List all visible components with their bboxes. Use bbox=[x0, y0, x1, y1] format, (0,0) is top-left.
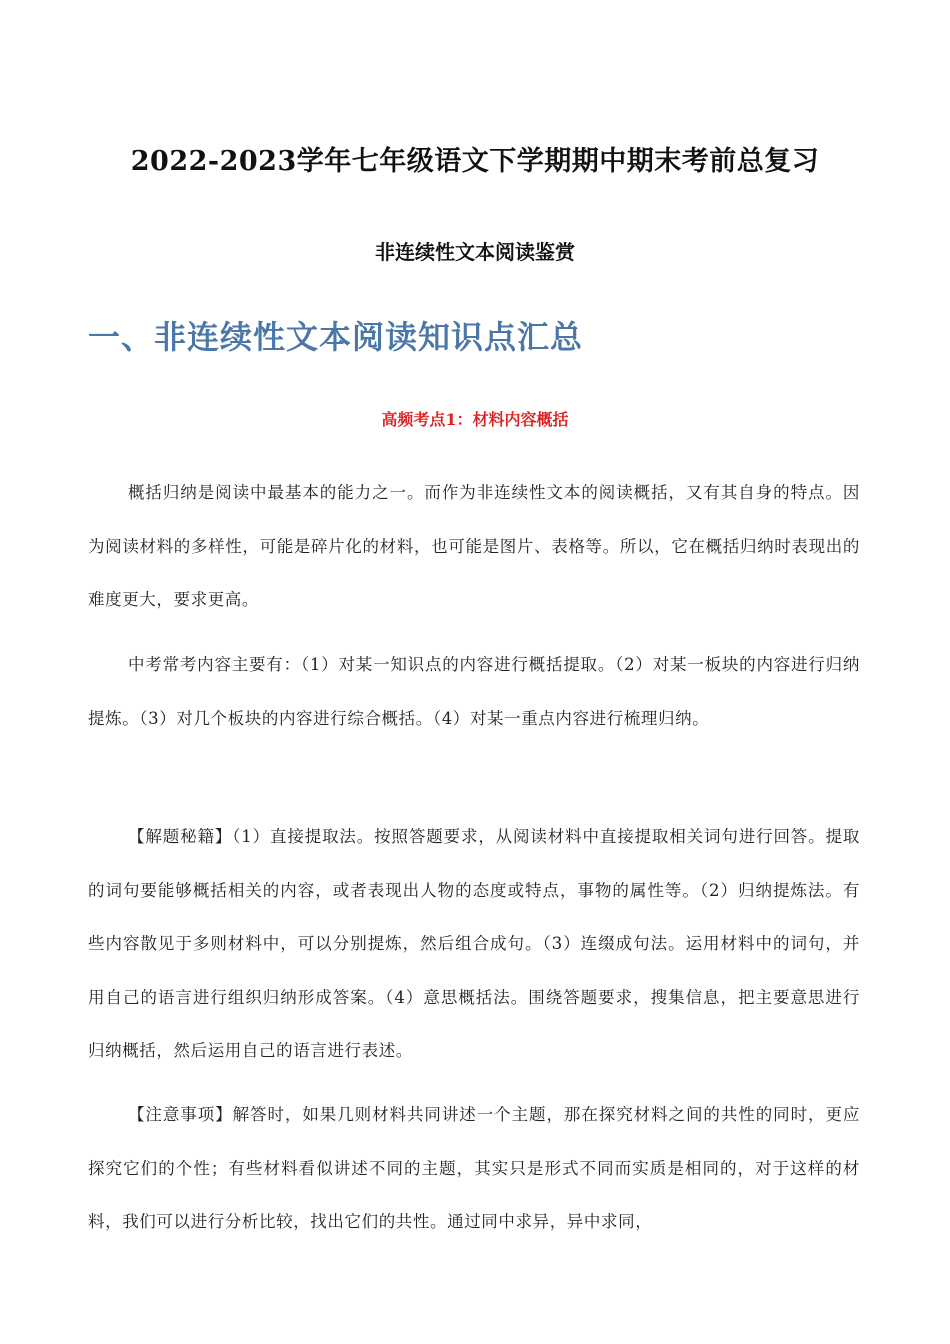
section-heading: 一、非连续性文本阅读知识点汇总 bbox=[88, 318, 584, 356]
key-point-heading: 高频考点1：材料内容概括 bbox=[381, 410, 569, 429]
paragraph-summary-intro: 概括归纳是阅读中最基本的能力之一。而作为非连续性文本的阅读概括，又有其自身的特点。因为阅读材料的多样性，可能是碎片化的材料，也可能是图片、表格等。所以，它在概括归纳时表现出的难度更大，要求更高。 bbox=[88, 483, 860, 609]
paragraph-exam-content: 中考常考内容主要有：（1）对某一知识点的内容进行概括提取。（2）对某一板块的内容进行归纳提炼。（3）对几个板块的内容进行综合概括。（4）对某一重点内容进行梳理归纳。 bbox=[88, 655, 860, 728]
paragraph-notes: 【注意事项】解答时，如果几则材料共同讲述一个主题，那在探究材料之间的共性的同时，更应探究它们的个性；有些材料看似讲述不同的主题，其实只是形式不同而实质是相同的，对于这样的材料，我们可以进行分析比较，找出它们的共性。通过同中求异，异中求同， bbox=[88, 1105, 860, 1231]
document-subtitle: 非连续性文本阅读鉴赏 bbox=[375, 240, 575, 264]
document-title: 2022-2023学年七年级语文下学期期中期末考前总复习 bbox=[130, 146, 820, 177]
paragraph-solving-tips: 【解题秘籍】（1）直接提取法。按照答题要求，从阅读材料中直接提取相关词句进行回答。提取的词句要能够概括相关的内容，或者表现出人物的态度或特点，事物的属性等。（2）归纳提炼法。有些内容散见于多则材料中，可以分别提炼，然后组合成句。（3）连缀成句法。运用材料中的词句，并用自己的语言进行组织归纳形成答案。（4）意思概括法。围绕答题要求，搜集信息，把主要意思进行归纳概括，然后运用自己的语言进行表述。 bbox=[88, 827, 860, 1060]
